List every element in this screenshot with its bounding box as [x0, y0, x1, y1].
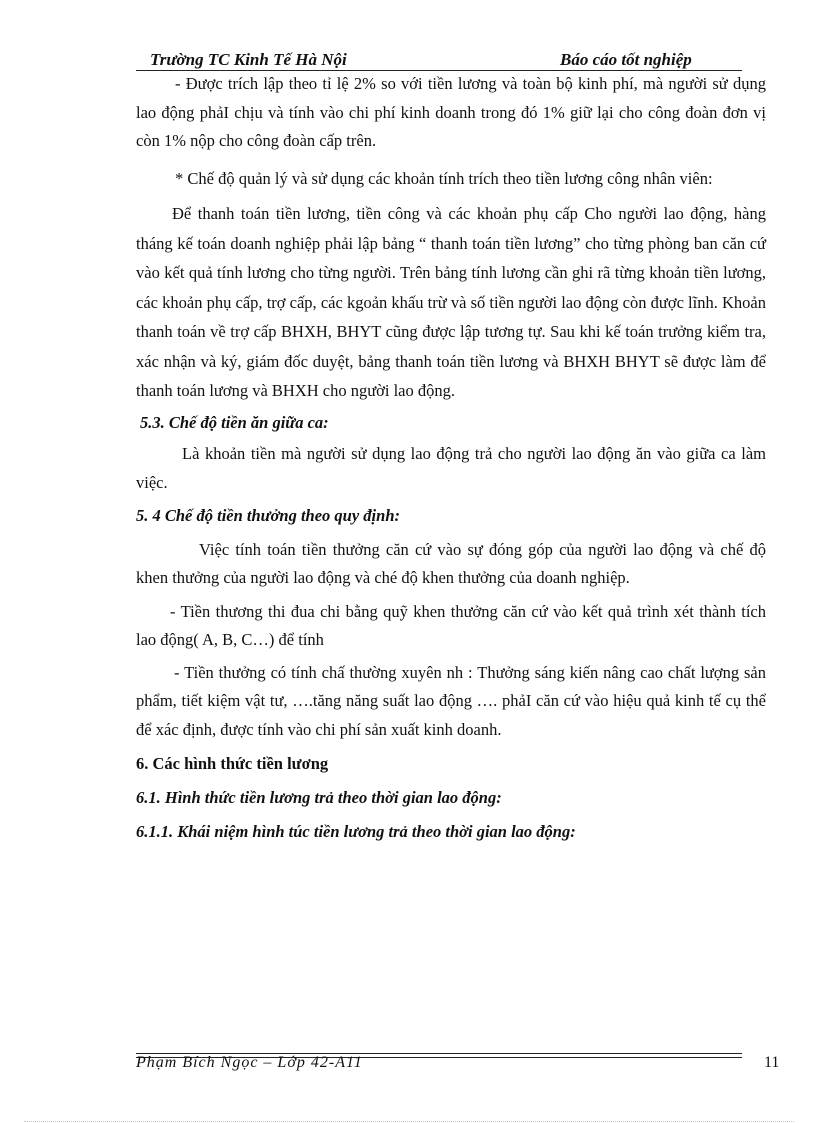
- heading-6: 6. Các hình thức tiền lương: [136, 754, 329, 773]
- paragraph-regular-bonus: - Tiền thưởng có tính chấ thường xuyên nh : Thưởng sáng kiến nâng cao chất lượng sản phẩm, tiết kiệm vật tư, ….tăng năng suất lao động …. phảI căn cứ vào hiệu quả kinh tế cụ thể để xác định, được tính vào chi phí sản xuất kinh doanh.: [136, 662, 766, 739]
- paragraph-bonus: Việc tính toán tiền thưởng căn cứ vào sự đóng góp của người lao động và chế độ khen thưởng của người lao động và ché độ khen thưởng của doanh nghiệp.: [136, 539, 766, 587]
- heading-6-1-1: 6.1.1. Khái niệm hình túc tiền lương trả theo thời gian lao động:: [136, 822, 576, 841]
- footer-author: Phạm Bích Ngọc – Lớp 42-A11: [136, 1054, 363, 1071]
- heading-5-4: 5. 4 Chế độ tiền thưởng theo quy định:: [136, 506, 400, 525]
- paragraph-meal-allowance: Là khoản tiền mà người sử dụng lao động trả cho người lao động ăn vào giữa ca làm việc.: [136, 444, 766, 492]
- heading-6-1: 6.1. Hình thức tiền lương trả theo thời gian lao động:: [136, 787, 502, 807]
- document-body: [136, 70, 766, 847]
- page-number: 11: [764, 1054, 780, 1071]
- page-bottom-divider: [24, 1121, 794, 1122]
- header-report: Báo cáo tốt nghiệp: [560, 50, 692, 69]
- paragraph-management-heading: * Chế độ quản lý và sử dụng các khoản tính trích theo tiền lương công nhân viên:: [175, 168, 713, 188]
- paragraph-fund-rate: - Được trích lập theo tỉ lệ 2% so với tiền lương và toàn bộ kinh phí, mà người sử dụng lao động phảI chịu và tính vào chi phí kinh doanh trong đó 1% giữ lại cho công đoàn đơn vị còn 1% nộp cho công đoàn cấp trên.: [136, 74, 766, 150]
- paragraph-emulation-bonus: - Tiền thương thi đua chi bằng quỹ khen thưởng căn cứ vào kết quả trình xét thành tích lao động( A, B, C…) để tính: [136, 601, 766, 649]
- page-header: [136, 50, 742, 72]
- header-school: Trường TC Kinh Tế Hà Nội: [150, 50, 347, 69]
- paragraph-payment: Để thanh toán tiền lương, tiền công và các khoản phụ cấp Cho người lao động, hàng tháng kế toán doanh nghiệp phải lập bảng “ thanh toán tiền lương” cho từng phòng ban căn cứ vào kết quả tính lương cho từng người. Trên bảng tính lương cần ghi rã từng khoản tiền lương, các khoản phụ cấp, trợ cấp, các kgoản khấu trừ và số tiền người lao động còn được lĩnh. Khoản thanh toán về trợ cấp BHXH, BHYT cũng được lập tương tự. Sau khi kế toán trưởng kiểm tra, xác nhận và ký, giám đốc duyệt, bảng thanh toán tiền lương và BHXH BHYT sẽ được làm để thanh toán lương và BHXH cho người lao động.: [136, 204, 766, 400]
- heading-5-3: 5.3. Chế độ tiền ăn giữa ca:: [140, 412, 329, 432]
